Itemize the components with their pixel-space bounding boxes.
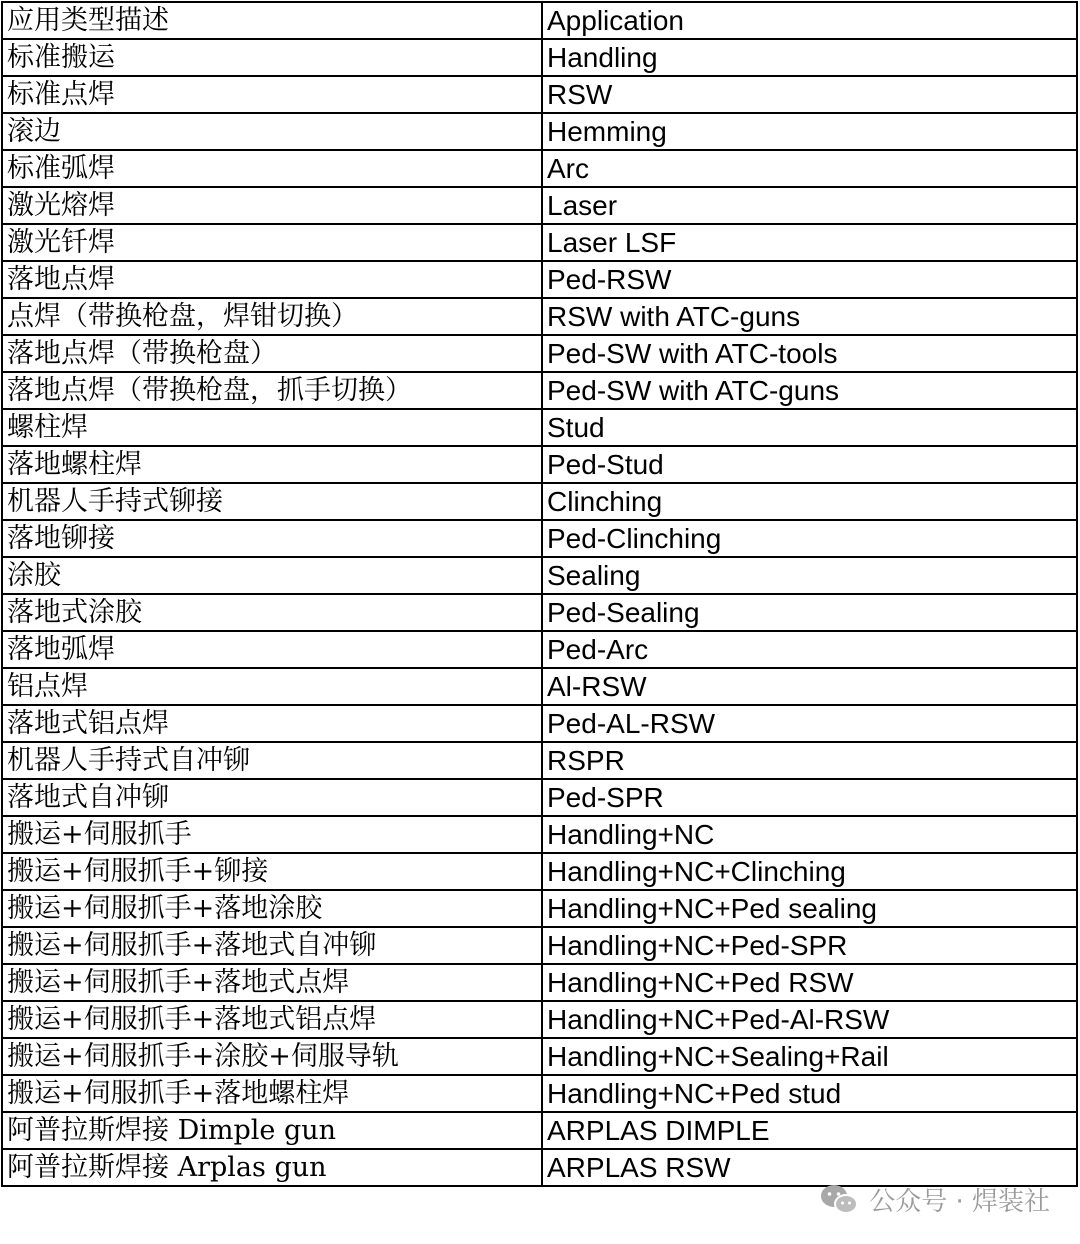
cell-application: Sealing (542, 557, 1077, 594)
cell-description: 搬运+伺服抓手+落地式铝点焊 (2, 1001, 542, 1038)
cell-description: 落地式铝点焊 (2, 705, 542, 742)
table-row (2, 742, 1077, 779)
cell-description: 搬运+伺服抓手+落地式自冲铆 (2, 927, 542, 964)
cell-application: Al-RSW (542, 668, 1077, 705)
cell-description: 落地点焊（带换枪盘） (2, 335, 542, 372)
cell-description: 落地弧焊 (2, 631, 542, 668)
table-row (2, 298, 1077, 335)
cell-description: 搬运+伺服抓手 (2, 816, 542, 853)
cell-description: 机器人手持式铆接 (2, 483, 542, 520)
cell-application: Handling+NC+Ped-SPR (542, 927, 1077, 964)
table-row (2, 335, 1077, 372)
cell-description: 落地铆接 (2, 520, 542, 557)
application-table (1, 1, 1078, 1187)
cell-description: 滚边 (2, 113, 542, 150)
cell-application: RSW (542, 76, 1077, 113)
cell-description: 落地点焊 (2, 261, 542, 298)
cell-description: 搬运+伺服抓手+涂胶+伺服导轨 (2, 1038, 542, 1075)
watermark (819, 1181, 1050, 1217)
cell-application: Handling+NC+Clinching (542, 853, 1077, 890)
table-row (2, 261, 1077, 298)
table-row (2, 779, 1077, 816)
cell-application: Handling+NC+Sealing+Rail (542, 1038, 1077, 1075)
cell-description: 搬运+伺服抓手+落地式点焊 (2, 964, 542, 1001)
table-row (2, 39, 1077, 76)
cell-description: 螺柱焊 (2, 409, 542, 446)
cell-application: RSPR (542, 742, 1077, 779)
cell-application: ARPLAS RSW (542, 1149, 1077, 1186)
cell-description: 机器人手持式自冲铆 (2, 742, 542, 779)
table-row (2, 113, 1077, 150)
cell-description: 点焊（带换枪盘，焊钳切换） (2, 298, 542, 335)
table-row (2, 1001, 1077, 1038)
cell-description: 阿普拉斯焊接 Arplas gun (2, 1149, 542, 1186)
cell-application: Ped-Arc (542, 631, 1077, 668)
cell-application: Ped-AL-RSW (542, 705, 1077, 742)
table-row (2, 409, 1077, 446)
cell-description: 激光钎焊 (2, 224, 542, 261)
wechat-icon (819, 1182, 859, 1216)
cell-description: 落地点焊（带换枪盘，抓手切换） (2, 372, 542, 409)
cell-description: 涂胶 (2, 557, 542, 594)
table-row (2, 483, 1077, 520)
table-row (2, 1075, 1077, 1112)
table-header-row (2, 2, 1077, 39)
table-row (2, 1038, 1077, 1075)
table-row (2, 76, 1077, 113)
cell-application: Handling+NC+Ped RSW (542, 964, 1077, 1001)
cell-description: 落地式涂胶 (2, 594, 542, 631)
cell-description: 搬运+伺服抓手+落地螺柱焊 (2, 1075, 542, 1112)
cell-description: 搬运+伺服抓手+落地涂胶 (2, 890, 542, 927)
table-row (2, 816, 1077, 853)
table-row (2, 964, 1077, 1001)
cell-application: Ped-SW with ATC-tools (542, 335, 1077, 372)
cell-description: 搬运+伺服抓手+铆接 (2, 853, 542, 890)
cell-application: Handling+NC+Ped-Al-RSW (542, 1001, 1077, 1038)
cell-application: Ped-Clinching (542, 520, 1077, 557)
cell-description: 落地螺柱焊 (2, 446, 542, 483)
cell-application: Handling+NC (542, 816, 1077, 853)
cell-application: Ped-Sealing (542, 594, 1077, 631)
cell-description: 阿普拉斯焊接 Dimple gun (2, 1112, 542, 1149)
cell-application: RSW with ATC-guns (542, 298, 1077, 335)
table-row (2, 927, 1077, 964)
table-row (2, 1112, 1077, 1149)
table-row (2, 187, 1077, 224)
cell-description: 标准弧焊 (2, 150, 542, 187)
cell-application: Hemming (542, 113, 1077, 150)
cell-application: Ped-Stud (542, 446, 1077, 483)
table-row (2, 594, 1077, 631)
cell-description: 铝点焊 (2, 668, 542, 705)
cell-application: Laser LSF (542, 224, 1077, 261)
table-row (2, 446, 1077, 483)
cell-application: ARPLAS DIMPLE (542, 1112, 1077, 1149)
table-row (2, 557, 1077, 594)
cell-application: Laser (542, 187, 1077, 224)
cell-application: Ped-SPR (542, 779, 1077, 816)
table-row (2, 853, 1077, 890)
cell-description: 标准搬运 (2, 39, 542, 76)
cell-application: Ped-RSW (542, 261, 1077, 298)
cell-application: Clinching (542, 483, 1077, 520)
table-row (2, 668, 1077, 705)
table-row (2, 150, 1077, 187)
application-table-body (2, 2, 1077, 1186)
cell-application: Stud (542, 409, 1077, 446)
watermark-text: 公众号 · 焊装社 (869, 1186, 1050, 1217)
cell-application: Handling+NC+Ped stud (542, 1075, 1077, 1112)
table-row (2, 372, 1077, 409)
table-row (2, 705, 1077, 742)
cell-application: Arc (542, 150, 1077, 187)
cell-application: Handling+NC+Ped sealing (542, 890, 1077, 927)
header-cell-description: 应用类型描述 (2, 2, 542, 39)
table-row (2, 520, 1077, 557)
cell-description: 标准点焊 (2, 76, 542, 113)
table-row (2, 890, 1077, 927)
table-row (2, 631, 1077, 668)
cell-description: 激光熔焊 (2, 187, 542, 224)
cell-description: 落地式自冲铆 (2, 779, 542, 816)
header-cell-application: Application (542, 2, 1077, 39)
cell-application: Handling (542, 39, 1077, 76)
cell-application: Ped-SW with ATC-guns (542, 372, 1077, 409)
table-row (2, 224, 1077, 261)
